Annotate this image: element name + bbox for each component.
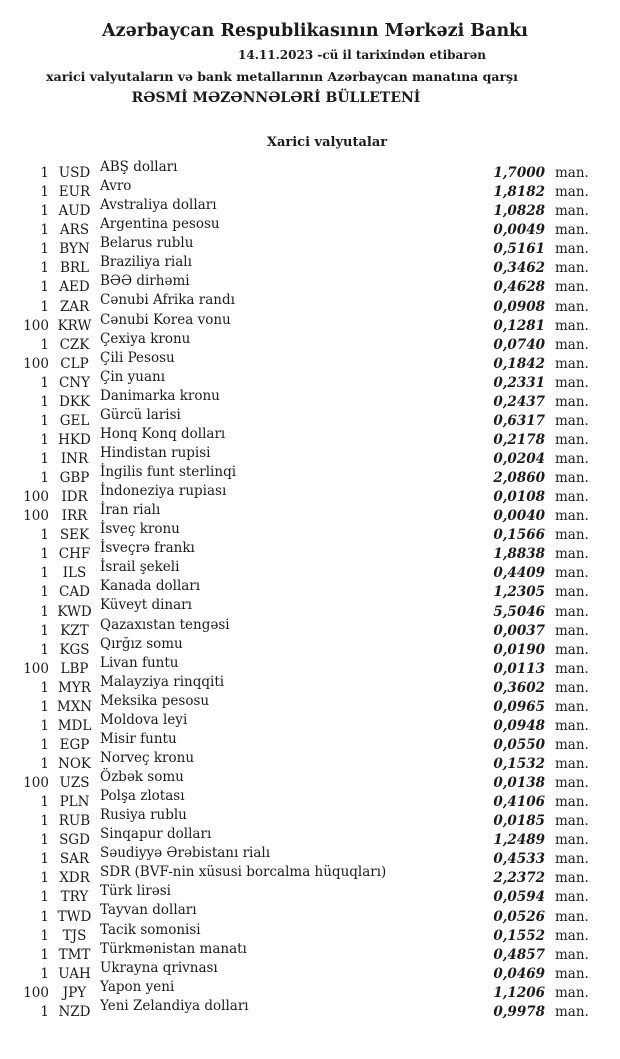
unit-cell: man.	[555, 374, 589, 391]
rate-cell: 1,0828	[493, 203, 545, 220]
rate-row	[0, 978, 620, 1001]
unit-cell: man.	[555, 241, 589, 258]
currency-name-cell: Çexiya kronu	[100, 330, 191, 347]
rate-cell: 5,5046	[493, 603, 545, 620]
rate-cell: 0,0108	[493, 489, 545, 506]
currency-name-cell: Çin yuanı	[100, 368, 166, 385]
currency-code-cell: EGP	[59, 736, 90, 753]
currency-name-cell: Qazaxıstan tengəsi	[100, 616, 230, 633]
unit-cell: man.	[555, 832, 589, 849]
unit-cell: man.	[555, 584, 589, 601]
rate-cell: 0,9978	[493, 1003, 545, 1020]
rate-row	[0, 577, 620, 601]
rate-row	[0, 520, 620, 544]
rate-cell: 0,1532	[493, 756, 545, 772]
unit-cell: man.	[555, 908, 589, 925]
currency-code-cell: LBP	[60, 660, 89, 677]
currency-code-cell: KGS	[59, 641, 90, 658]
rate-row	[0, 177, 620, 201]
rate-row	[0, 406, 620, 429]
quantity-cell: 1	[40, 165, 49, 182]
currency-code-cell: TMT	[58, 946, 91, 963]
currency-name-cell: Malayziya rinqqiti	[100, 673, 225, 690]
rate-cell: 1,8182	[493, 184, 545, 201]
rate-row	[0, 253, 620, 277]
quantity-cell: 1	[40, 222, 49, 239]
currency-name-cell: Türk lirəsi	[100, 883, 171, 900]
quantity-cell: 1	[40, 393, 49, 410]
rate-cell: 0,4628	[493, 279, 545, 296]
currency-code-cell: ZAR	[59, 298, 90, 315]
currency-name-cell: Avro	[100, 178, 132, 195]
rate-row	[0, 349, 620, 372]
rate-row	[0, 863, 620, 887]
currency-name-cell: Sinqapur dolları	[100, 826, 212, 843]
unit-cell: man.	[555, 851, 589, 868]
rate-cell: 0,1552	[493, 927, 545, 944]
rate-cell: 0,4409	[493, 565, 545, 582]
quantity-cell: 100	[23, 489, 49, 506]
quantity-cell: 1	[40, 374, 49, 391]
currency-name-cell: İsveçrə frankı	[100, 540, 195, 557]
currency-code-cell: UAH	[58, 965, 91, 982]
currency-code-cell: DKK	[59, 393, 90, 410]
rate-cell: 0,0185	[493, 813, 545, 830]
rate-row	[0, 692, 620, 715]
rate-cell: 0,4857	[493, 946, 545, 963]
currency-name-cell: Türkmənistan manatı	[100, 940, 247, 957]
unit-cell: man.	[555, 603, 589, 620]
currency-code-cell: CHF	[58, 546, 91, 563]
quantity-cell: 1	[40, 965, 49, 982]
currency-name-cell: Cənubi Afrika randı	[100, 292, 235, 309]
unit-cell: man.	[555, 1003, 589, 1020]
currency-name-cell: Tacik somonisi	[100, 921, 201, 938]
rate-cell: 1,2489	[493, 832, 545, 849]
currency-code-cell: CZK	[59, 336, 90, 353]
currency-name-cell: İsveç kronu	[100, 521, 180, 538]
quantity-cell: 1	[40, 851, 49, 868]
rate-cell: 0,0965	[493, 698, 545, 715]
currency-code-cell: INR	[60, 451, 89, 467]
unit-cell: man.	[555, 203, 589, 220]
quantity-cell: 1	[40, 813, 49, 830]
quantity-cell: 1	[40, 946, 49, 963]
currency-name-cell: Honq Konq dolları	[100, 425, 226, 442]
unit-cell: man.	[555, 470, 589, 487]
subtitle-line: xarici valyutaların və bank metallarının Azərbaycan manatına qarşı	[46, 69, 518, 84]
quantity-cell: 1	[40, 184, 49, 201]
unit-cell: man.	[555, 965, 589, 982]
currency-code-cell: HKD	[58, 431, 91, 448]
currency-name-cell: ABŞ dolları	[100, 159, 178, 175]
quantity-cell: 1	[40, 260, 49, 277]
currency-code-cell: CNY	[58, 374, 91, 391]
unit-cell: man.	[555, 679, 589, 696]
currency-code-cell: UZS	[59, 775, 90, 792]
quantity-cell: 1	[40, 1003, 49, 1020]
currency-name-cell: Qırğız somu	[100, 635, 183, 652]
currency-code-cell: GEL	[59, 412, 90, 429]
rate-row	[0, 311, 620, 334]
currency-name-cell: Çili Pesosu	[100, 349, 175, 366]
rate-cell: 0,0550	[493, 736, 545, 753]
currency-code-cell: BRL	[59, 260, 90, 277]
quantity-cell: 1	[40, 832, 49, 849]
currency-code-cell: MXN	[56, 698, 93, 715]
currency-name-cell: Hindistan rupisi	[100, 444, 211, 461]
rate-row	[0, 882, 620, 906]
currency-name-cell: Rusiya rublu	[100, 807, 187, 824]
quantity-cell: 100	[23, 984, 49, 1001]
rate-row	[0, 158, 620, 182]
currency-code-cell: MDL	[57, 717, 92, 734]
rate-cell: 0,0040	[493, 508, 545, 525]
rate-row	[0, 654, 620, 677]
rate-row	[0, 768, 620, 792]
quantity-cell: 1	[40, 889, 49, 906]
currency-code-cell: XDR	[59, 870, 90, 887]
currency-name-cell: İran rialı	[100, 502, 161, 519]
quantity-cell: 1	[40, 241, 49, 258]
rate-row	[0, 482, 620, 506]
rate-row	[0, 844, 620, 868]
currency-code-cell: NZD	[58, 1003, 91, 1020]
rate-row	[0, 272, 620, 296]
rate-row	[0, 806, 620, 830]
rate-cell: 0,0908	[493, 298, 545, 315]
unit-cell: man.	[555, 775, 589, 792]
currency-code-cell: CLP	[60, 355, 89, 372]
currency-code-cell: AED	[59, 279, 90, 296]
unit-cell: man.	[555, 756, 589, 772]
rate-row	[0, 711, 620, 734]
currency-code-cell: EUR	[58, 184, 91, 201]
rate-row	[0, 730, 620, 753]
currency-code-cell: RUB	[58, 813, 91, 830]
currency-name-cell: BƏƏ dirhəmi	[100, 273, 190, 290]
unit-cell: man.	[555, 527, 589, 544]
rate-cell: 0,1566	[493, 527, 545, 544]
currency-code-cell: BYN	[59, 241, 90, 258]
currency-code-cell: JPY	[62, 984, 87, 1001]
unit-cell: man.	[555, 946, 589, 963]
rate-cell: 1,8838	[493, 546, 545, 563]
rate-row	[0, 330, 620, 353]
currency-code-cell: IDR	[61, 489, 88, 506]
rate-cell: 0,0049	[493, 222, 545, 239]
rate-row	[0, 368, 620, 391]
quantity-cell: 1	[40, 908, 49, 925]
unit-cell: man.	[555, 794, 589, 811]
rate-row	[0, 501, 620, 525]
currency-name-cell: Argentina pesosu	[100, 216, 220, 233]
quantity-cell: 1	[40, 565, 49, 582]
unit-cell: man.	[555, 317, 589, 334]
rate-row	[0, 291, 620, 315]
quantity-cell: 100	[23, 317, 49, 334]
bulletin-title: RƏSMİ MƏZƏNNƏLƏRİ BÜLLETENİ	[131, 90, 421, 106]
quantity-cell: 1	[40, 794, 49, 811]
currency-name-cell: Gürcü larisi	[100, 406, 181, 423]
quantity-cell: 1	[40, 641, 49, 658]
unit-cell: man.	[555, 165, 589, 182]
currency-code-cell: KWD	[57, 603, 92, 620]
rate-cell: 0,3602	[493, 679, 545, 696]
rate-row	[0, 749, 620, 772]
unit-cell: man.	[555, 184, 589, 201]
currency-code-cell: KRW	[57, 317, 92, 334]
currency-code-cell: NOK	[58, 756, 91, 772]
rate-row	[0, 463, 620, 487]
unit-cell: man.	[555, 622, 589, 639]
currency-code-cell: IRR	[61, 508, 88, 525]
quantity-cell: 100	[23, 660, 49, 677]
rate-cell: 0,0113	[493, 660, 545, 677]
quantity-cell: 1	[40, 870, 49, 887]
currency-name-cell: Küveyt dinarı	[100, 597, 192, 614]
rate-row	[0, 596, 620, 620]
unit-cell: man.	[555, 489, 589, 506]
unit-cell: man.	[555, 393, 589, 410]
date-line: 14.11.2023 -cü il tarixindən etibarən	[238, 48, 486, 62]
currency-name-cell: Meksika pesosu	[100, 692, 210, 709]
rate-cell: 0,0469	[493, 965, 545, 982]
rate-row	[0, 787, 620, 811]
currency-code-cell: TWD	[57, 908, 92, 925]
rate-cell: 0,0948	[493, 717, 545, 734]
currency-name-cell: Yapon yeni	[100, 978, 175, 995]
rate-cell: 0,2178	[493, 431, 545, 448]
quantity-cell: 1	[40, 603, 49, 620]
rate-cell: 0,1842	[493, 355, 545, 372]
unit-cell: man.	[555, 222, 589, 239]
rate-cell: 0,0138	[493, 775, 545, 792]
rate-row	[0, 825, 620, 849]
unit-cell: man.	[555, 660, 589, 677]
rate-cell: 1,2305	[493, 584, 545, 601]
rate-row	[0, 921, 620, 944]
currency-code-cell: SGD	[59, 832, 90, 849]
rates-table	[0, 158, 620, 1020]
rate-row	[0, 425, 620, 448]
rate-row	[0, 215, 620, 239]
rate-cell: 0,4106	[493, 794, 545, 811]
quantity-cell: 1	[40, 451, 49, 467]
unit-cell: man.	[555, 412, 589, 429]
rate-cell: 1,1206	[493, 984, 545, 1001]
currency-code-cell: TRY	[60, 889, 89, 906]
currency-code-cell: CAD	[59, 584, 90, 601]
rate-cell: 1,7000	[493, 165, 545, 182]
unit-cell: man.	[555, 431, 589, 448]
quantity-cell: 1	[40, 584, 49, 601]
currency-name-cell: İngilis funt sterlinqi	[100, 464, 237, 480]
rate-cell: 0,6317	[493, 412, 545, 429]
quantity-cell: 1	[40, 431, 49, 448]
unit-cell: man.	[555, 336, 589, 353]
currency-name-cell: Polşa zlotası	[100, 788, 185, 805]
currency-name-cell: Ukrayna qrivnası	[100, 959, 218, 976]
currency-code-cell: ILS	[62, 565, 87, 582]
currency-name-cell: SDR (BVF-nin xüsusi borcalma hüquqları)	[100, 864, 387, 881]
rate-cell: 2,0860	[493, 470, 545, 487]
currency-code-cell: MYR	[58, 679, 91, 696]
quantity-cell: 1	[40, 298, 49, 315]
quantity-cell: 100	[23, 775, 49, 792]
unit-cell: man.	[555, 717, 589, 734]
unit-cell: man.	[555, 736, 589, 753]
rate-row	[0, 539, 620, 563]
quantity-cell: 1	[40, 527, 49, 544]
section-title: Xarici valyutalar	[266, 135, 388, 150]
quantity-cell: 1	[40, 927, 49, 944]
currency-name-cell: Livan funtu	[100, 654, 179, 671]
quantity-cell: 1	[40, 717, 49, 734]
quantity-cell: 1	[40, 679, 49, 696]
quantity-cell: 1	[40, 470, 49, 487]
rate-cell: 0,0594	[493, 889, 545, 906]
quantity-cell: 1	[40, 279, 49, 296]
currency-name-cell: Səudiyyə Ərəbistanı rialı	[100, 845, 271, 862]
currency-name-cell: Kanada dolları	[100, 578, 201, 595]
rate-cell: 0,0204	[493, 451, 545, 467]
rate-cell: 0,2437	[493, 393, 545, 410]
currency-name-cell: Avstraliya dolları	[100, 197, 217, 214]
rate-cell: 0,0190	[493, 641, 545, 658]
bulletin-page	[0, 19, 620, 1020]
quantity-cell: 1	[40, 756, 49, 772]
rate-row	[0, 234, 620, 258]
rate-cell: 0,4533	[493, 851, 545, 868]
rate-row	[0, 558, 620, 582]
quantity-cell: 100	[23, 508, 49, 525]
page-title: Azərbaycan Respublikasının Mərkəzi Bankı	[102, 21, 528, 41]
currency-name-cell: Norveç kronu	[100, 749, 195, 766]
currency-code-cell: KZT	[60, 622, 89, 639]
currency-code-cell: PLN	[59, 794, 90, 811]
unit-cell: man.	[555, 889, 589, 906]
rate-cell: 0,0037	[493, 622, 545, 639]
quantity-cell: 1	[40, 203, 49, 220]
currency-name-cell: Cənubi Korea vonu	[100, 311, 231, 328]
unit-cell: man.	[555, 927, 589, 944]
currency-name-cell: İsrail şekeli	[100, 559, 180, 576]
unit-cell: man.	[555, 870, 589, 887]
currency-name-cell: Braziliya rialı	[100, 254, 192, 271]
currency-name-cell: Özbək somu	[100, 769, 184, 785]
rate-cell: 0,0526	[493, 908, 545, 925]
rate-row	[0, 196, 620, 220]
unit-cell: man.	[555, 260, 589, 277]
unit-cell: man.	[555, 546, 589, 563]
rate-row	[0, 959, 620, 982]
currency-name-cell: Belarus rublu	[100, 235, 194, 252]
currency-code-cell: USD	[58, 165, 91, 182]
currency-code-cell: TJS	[62, 927, 87, 944]
unit-cell: man.	[555, 298, 589, 315]
rate-cell: 2,2372	[493, 870, 545, 887]
currency-code-cell: GBP	[59, 470, 90, 487]
rate-cell: 0,5161	[493, 241, 545, 258]
quantity-cell: 1	[40, 698, 49, 715]
currency-name-cell: Danimarka kronu	[100, 387, 220, 404]
unit-cell: man.	[555, 698, 589, 715]
rate-row	[0, 940, 620, 963]
unit-cell: man.	[555, 279, 589, 296]
unit-cell: man.	[555, 565, 589, 582]
unit-cell: man.	[555, 355, 589, 372]
rate-cell: 0,2331	[493, 374, 545, 391]
rate-cell: 0,3462	[493, 260, 545, 277]
unit-cell: man.	[555, 451, 589, 467]
rate-row	[0, 387, 620, 410]
currency-code-cell: AUD	[58, 203, 91, 220]
rate-row	[0, 901, 620, 925]
currency-code-cell: SAR	[59, 851, 90, 868]
rate-row	[0, 616, 620, 639]
rate-row	[0, 444, 620, 467]
quantity-cell: 1	[40, 412, 49, 429]
currency-name-cell: Moldova leyi	[100, 711, 188, 728]
unit-cell: man.	[555, 984, 589, 1001]
quantity-cell: 100	[23, 355, 49, 372]
currency-name-cell: Misir funtu	[100, 730, 177, 747]
unit-cell: man.	[555, 508, 589, 525]
rate-row	[0, 673, 620, 696]
quantity-cell: 1	[40, 736, 49, 753]
rate-cell: 0,0740	[493, 336, 545, 353]
rate-row	[0, 635, 620, 658]
quantity-cell: 1	[40, 546, 49, 563]
currency-code-cell: ARS	[59, 222, 90, 239]
unit-cell: man.	[555, 641, 589, 658]
quantity-cell: 1	[40, 336, 49, 353]
quantity-cell: 1	[40, 622, 49, 639]
unit-cell: man.	[555, 813, 589, 830]
currency-name-cell: Yeni Zelandiya dolları	[100, 997, 249, 1014]
currency-code-cell: SEK	[59, 527, 90, 544]
rate-cell: 0,1281	[493, 317, 545, 334]
currency-name-cell: Tayvan dolları	[100, 902, 197, 919]
currency-name-cell: İndoneziya rupiası	[100, 483, 227, 500]
rate-row	[0, 997, 620, 1020]
